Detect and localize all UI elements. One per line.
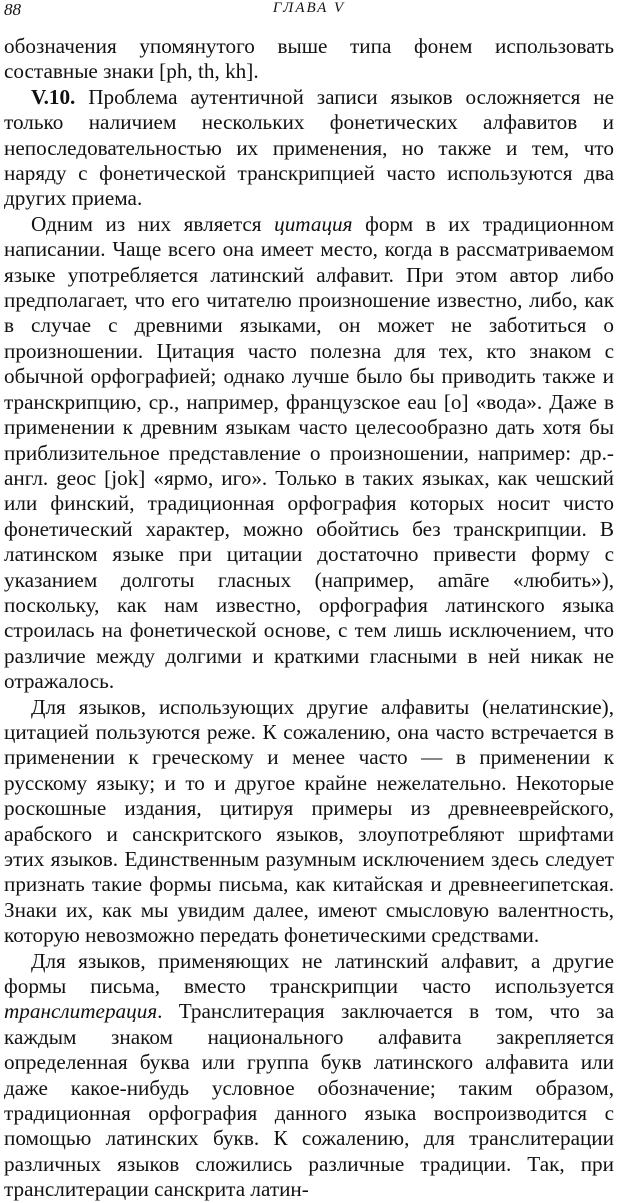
paragraph-text-before: Одним из них является: [31, 211, 275, 236]
paragraph-text-after: форм в их традиционном написании. Чаще всего она имеет место, когда в рассматриваемом языке употребляется латинский алфавит. При этом автор либо предполагает, что его читателю произношение известно, либо, как в случае с древними языками, он может не заботиться о произношении. Цитация часто полезна для тех, кто знаком с обычной орфографией; однако лучше было бы приводить также и транскрипцию, ср., например, французское eau [o] «вода». Даже в применении к древним языкам часто целесообразно дать хотя бы приблизительное представление о произношении, например: др.-англ. geoc [jok] «ярмо, иго». Только в таких языках, как чешский или финский, традиционная орфография которых носит чисто фонетический характер, можно обойтись без транскрипции. В латинском языке при цитации достаточно привести форму с указанием долготы гласных (например, amāre «любить»), поскольку, как нам известно, орфография латинского языка строилась на фонетической основе, с тем лишь исключением, что различие между долгими и краткими гласными в ней никак не отражалось.: [4, 211, 614, 694]
paragraph-text-before: Для языков, применяющих не латинский алфавит, а другие формы письма, вместо транскрипции часто используется: [4, 948, 614, 999]
paragraph-text: обозначения упомянутого выше типа фонем использовать составные знаки [ph, th, kh].: [4, 34, 614, 84]
paragraph-text: Для языков, использующих другие алфавиты (нелатинские), цитацией пользуются реже. К сожалению, она часто встречается в применении к греческому и менее часто — в применении к русскому языку; и то и другое крайне нежелательно. Некоторые роскошные издания, цитируя примеры из древнееврейского, арабского и санскритского языков, злоупотребляют шрифтами этих языков. Единственным разумным исключением здесь следует признать такие формы письма, как китайская и древнеегипетская. Знаки их, как мы увидим далее, имеют смысловую валентность, которую невозможно передать фонетическими средствами.: [4, 694, 614, 948]
page-number: 88: [4, 0, 21, 19]
emphasized-term: цитация: [274, 211, 353, 236]
paragraph-text: Проблема аутентичной записи языков осложняется не только наличием нескольких фонетических алфавитов и непоследовательностью их применения, но также и тем, что наряду с фонетической транскрипцией часто используются два других приема.: [4, 84, 614, 211]
chapter-title: ГЛАВА V: [272, 0, 346, 16]
emphasized-term: транслитерация: [4, 999, 158, 1024]
paragraph-citation: [4, 212, 614, 695]
section-number: V.10.: [31, 84, 76, 109]
paragraph-continuation: [4, 34, 614, 85]
running-head: [4, 0, 614, 34]
paragraph-text-after: . Транслитерация заключается в том, что за каждым знаком национального алфавита закрепляется определенная буква или группа букв латинского алфавита или даже какое-нибудь условное обозначение; таким образом, традиционная орфография данного языка воспроизводится с помощью латинских букв. К сожалению, для транслитерации различных языков сложились различные традиции. Так, при транслитерации санскрита латин-: [4, 999, 614, 1202]
paragraph-transliteration: [4, 949, 614, 1203]
paragraph-other-alphabets: [4, 695, 614, 949]
paragraph-section-v10: [4, 85, 614, 212]
body-text: [4, 34, 614, 1203]
